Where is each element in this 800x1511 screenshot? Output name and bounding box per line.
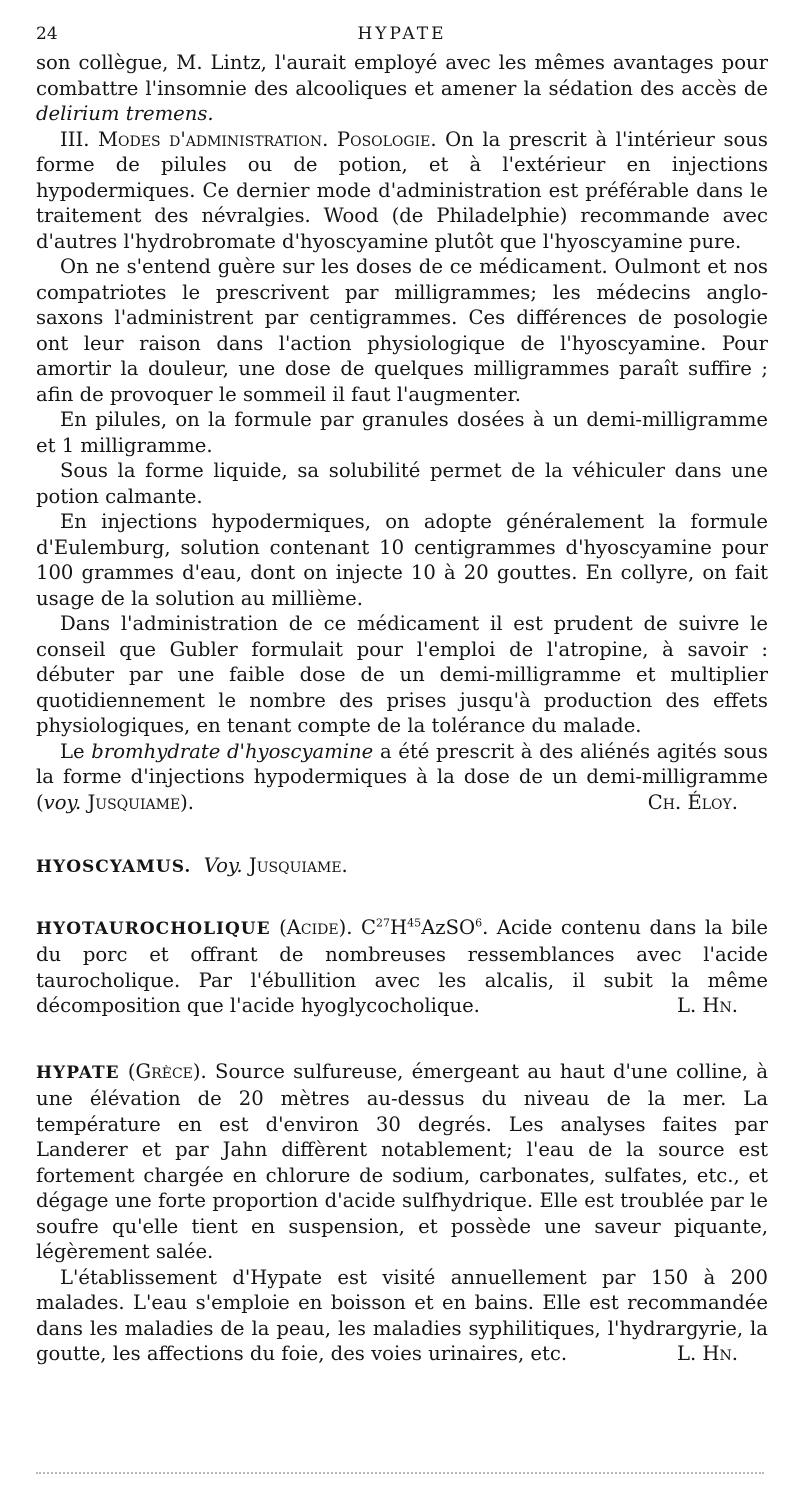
paragraph-text: L'établissement d'Hypate est visité annuellement par 150 à 200 malades. L'eau s'emploie en boisson et en bains. Elle est recommandée dans les maladies de la peau, les maladies syphilitiques, l'hydrargyrie, la goutte, les affections du foie, des voies urinaires, etc.: [36, 1265, 768, 1365]
hyoscyamine-section: [36, 50, 768, 815]
paragraph: [36, 853, 768, 881]
paragraph-text: . Acide contenu dans la bile du porc et offrant de nombreuses ressemblances avec l'acide taurocholique. Par l'ébullition avec les alcalis, il subit la même décomposition que l'acide hyoglycocholique.: [36, 915, 769, 1017]
author-signature: Ch. Éloy.: [647, 790, 738, 814]
cross-reference: Voy.: [203, 854, 243, 877]
paragraph-text: a été prescrit à des aliénés agités sous la forme d'injections hypodermiques à la dose de un demi-milligramme (: [36, 739, 768, 814]
cross-reference-target: Jusquiame.: [248, 854, 348, 877]
entry-hyoscyamus: [36, 853, 768, 881]
page: [36, 24, 768, 1367]
entry-hypate: [36, 1059, 768, 1367]
paragraph: [36, 1059, 768, 1265]
paragraph: Sous la forme liquide, sa solubilité permet de la véhiculer dans une potion calmante.: [36, 459, 768, 508]
paragraph: Dans l'administration de ce médicament il est prudent de suivre le conseil que Gubler formulait pour l'emploi de l'atropine, à savoir : débuter par une faible dose de un demi-milligramme et multiplier quotidiennement le nombre des prises jusqu'à production des effets physiologiques, en tenant compte de la tolérance du malade.: [36, 612, 768, 737]
cross-reference: voy.: [43, 790, 82, 814]
paragraph: [36, 739, 768, 816]
paragraph: [36, 50, 768, 127]
page-number: 24: [36, 24, 58, 44]
paragraph: [36, 127, 768, 255]
cross-reference-target: Jusquiame).: [81, 790, 195, 814]
paragraph-text: Le: [60, 739, 92, 763]
italic-term: delirium tremens.: [36, 102, 214, 125]
section-heading: III. Modes d'administration. Posologie.: [60, 127, 437, 151]
chemical-formula: $C^{27}H^{45}AzSO^6$: [361, 915, 483, 939]
italic-term: bromhydrate d'hyoscyamine: [91, 739, 374, 763]
entry-headword: HYOTAUROCHOLIQUE: [36, 918, 271, 939]
paragraph: On ne s'entend guère sur les doses de ce médicament. Oulmont et nos compatriotes le prescrivent par milligrammes; les médecins anglo-saxons l'administrent par centigrammes. Ces différences de posologie ont leur raison dans l'action physiologique de l'hyoscyamine. Pour amortir la douleur, une dose de quelques milligrammes paraît suffire ; afin de provoquer le sommeil il faut l'augmenter.: [36, 255, 768, 406]
entry-qualifier: (Acide).: [279, 915, 353, 939]
paragraph-text: son collègue, M. Lintz, l'aurait employé avec les mêmes avantages pour combattre l'insomnie des alcooliques et amener la sédation des accès de: [36, 51, 768, 100]
entry-hyotaurocholique: [36, 915, 768, 1019]
paragraph-text: On la prescrit à l'intérieur sous forme de pilules ou de potion, et à l'extérieur en injections hypodermiques. Ce dernier mode d'administration est préférable dans le traitement des névralgies. Wood (de Philadelphie) recommande avec d'autres l'hydrobromate d'hyoscyamine plutôt que l'hyoscyamine pure.: [36, 127, 768, 253]
entry-headword: HYPATE: [36, 1062, 120, 1083]
paragraph: [36, 915, 768, 1019]
footer-divider: [36, 1472, 764, 1474]
header-title: HYPATE: [357, 24, 447, 44]
paragraph: [36, 1265, 768, 1367]
entry-qualifier: (Grèce).: [127, 1059, 207, 1083]
entry-headword: HYOSCYAMUS.: [36, 857, 192, 877]
author-signature: L. Hn.: [676, 1342, 738, 1365]
paragraph: En pilules, on la formule par granules dosées à un demi-milligramme et 1 milligramme.: [36, 408, 768, 457]
paragraph-text: Source sulfureuse, émergeant au haut d'une colline, à une élévation de 20 mètres au-dessus du niveau de la mer. La température en est d'environ 30 degrés. Les analyses faites par Landerer et par Jahn diffèrent notablement; l'eau de la source est fortement chargée en chlorure de sodium, carbonates, sulfates, etc., et dégage une forte proportion d'acide sulfhydrique. Elle est troublée par le soufre qu'elle tient en suspension, et possède une saveur piquante, légèrement salée.: [36, 1059, 769, 1263]
author-signature: L. Hn.: [676, 994, 738, 1017]
running-head: [36, 24, 768, 50]
paragraph: En injections hypodermiques, on adopte généralement la formule d'Eulemburg, solution contenant 10 centigrammes d'hyoscyamine pour 100 grammes d'eau, dont on injecte 10 à 20 gouttes. En collyre, on fait usage de la solution au millième.: [36, 510, 768, 610]
